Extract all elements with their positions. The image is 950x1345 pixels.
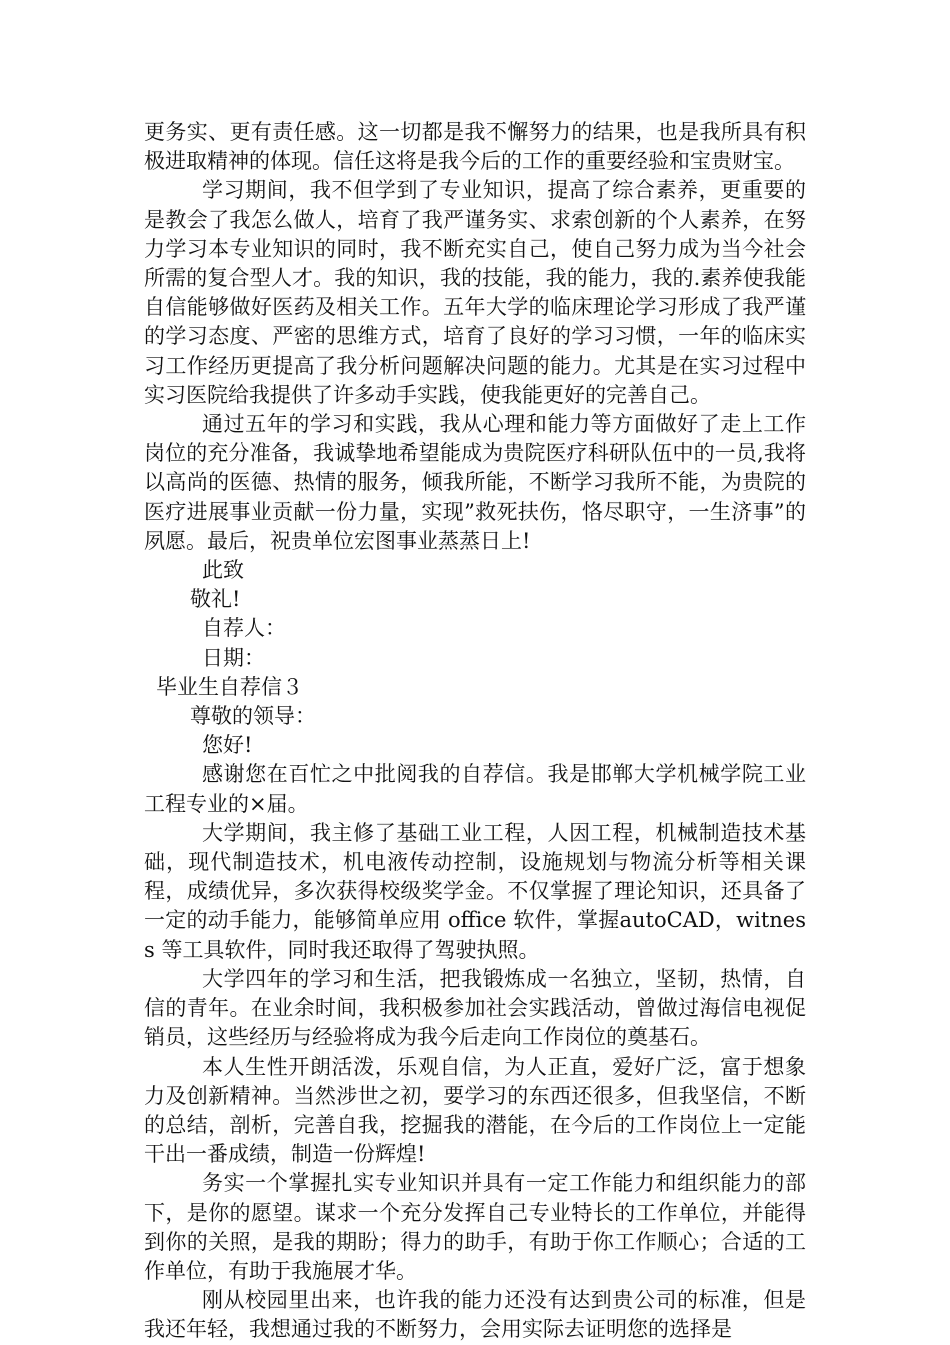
- letter-title: 毕业生自荐信３: [156, 674, 303, 699]
- greeting: 您好!: [202, 733, 253, 758]
- signer-label: 自荐人：: [202, 616, 286, 641]
- date-label: 日期：: [202, 645, 265, 670]
- paragraph-thanks: 感谢您在百忙之中批阅我的自荐信。我是邯郸大学机械学院工业工程专业的×届。: [144, 762, 806, 816]
- paragraph-young: 刚从校园里出来，也许我的能力还没有达到贵公司的标准，但是我还年轻，我想通过我的不断努力，会用实际去证明您的选择是: [144, 1288, 806, 1342]
- salutation: 尊敬的领导：: [190, 704, 316, 729]
- paragraph-five-years: 通过五年的学习和实践，我从心理和能力等方面做好了走上工作岗位的充分准备，我诚挚地希望能成为贵院医疗科研队伍中的一员,我将以高尚的医德、热情的服务，倾我所能，不断学习我所不能，为贵院的医疗进展事业贡献一份力量，实现”救死扶伤，恪尽职守，一生济事”的夙愿。最后，祝贵单位宏图事业蒸蒸日上!: [144, 412, 806, 553]
- paragraph-four-years: 大学四年的学习和生活，把我锻炼成一名独立，坚韧，热情，自信的青年。在业余时间，我积极参加社会实践活动，曾做过海信电视促销员，这些经历与经验将成为我今后走向工作岗位的奠基石。: [144, 966, 806, 1050]
- paragraph-study-period: 学习期间，我不但学到了专业知识，提高了综合素养，更重要的是教会了我怎么做人，培育了我严谨务实、求索创新的个人素养，在努力学习本专业知识的同时，我不断充实自己，使自己努力成为当今社会所需的复合型人才。我的知识，我的技能，我的能力，我的.素养使我能自信能够做好医药及相关工作。五年大学的临床理论学习形成了我严谨的学习态度、严密的思维方式，培育了良好的学习习惯，一年的临床实习工作经历更提高了我分析问题解决问题的能力。尤其是在实习过程中实习医院给我提供了许多动手实践，使我能更好的完善自己。: [144, 178, 806, 407]
- paragraph-self-description: 本人生性开朗活泼，乐观自信，为人正直，爱好广泛，富于想象力及创新精神。当然涉世之初，要学习的东西还很多，但我坚信，不断的总结，剖析，完善自我，挖掘我的潜能，在今后的工作岗位上一定能干出一番成绩，制造一份辉煌!: [144, 1054, 806, 1167]
- paragraph-continuation: 更务实、更有责任感。这一切都是我不懈努力的结果，也是我所具有积极进取精神的体现。信任这将是我今后的工作的重要经验和宝贵财宝。: [144, 120, 806, 174]
- document-page: [144, 118, 806, 1345]
- closing-jingli: 敬礼!: [190, 587, 241, 612]
- closing-cizhi: 此致: [202, 558, 244, 583]
- paragraph-university: 大学期间，我主修了基础工业工程，人因工程，机械制造技术基础，现代制造技术，机电液传动控制，设施规划与物流分析等相关课程，成绩优异，多次获得校级奖学金。不仅掌握了理论知识，还具备了一定的动手能力，能够简单应用 office 软件，掌握autoCAD，witness 等工具软件，同时我还取得了驾驶执照。: [144, 820, 806, 962]
- paragraph-wish: 务实一个掌握扎实专业知识并具有一定工作能力和组织能力的部下，是你的愿望。谋求一个充分发挥自己专业特长的工作单位，并能得到你的关照，是我的期盼；得力的助手，有助于你工作顺心；合适的工作单位，有助于我施展才华。: [144, 1171, 806, 1283]
